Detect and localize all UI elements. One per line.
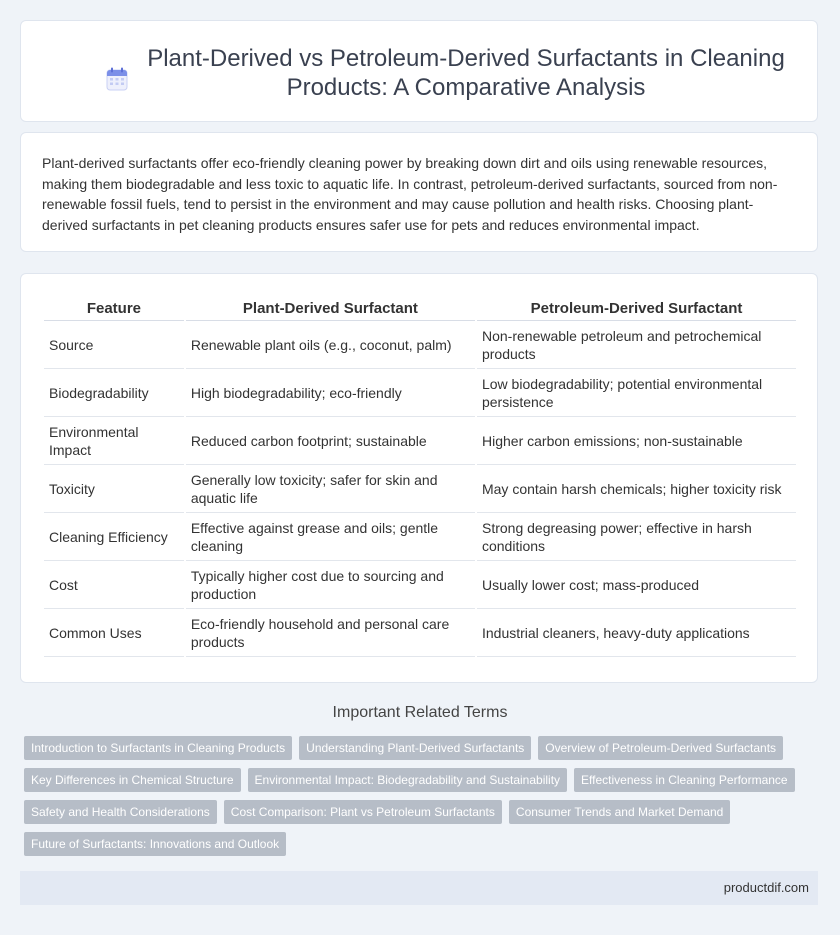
related-term-link[interactable]: Overview of Petroleum-Derived Surfactants [538,736,783,760]
related-term-link[interactable]: Understanding Plant-Derived Surfactants [299,736,531,760]
related-term-link[interactable]: Environmental Impact: Biodegradability and Sustainability [248,768,568,792]
row-feature: Biodegradability [44,369,184,417]
page-title: Plant-Derived vs Petroleum-Derived Surfactants in Cleaning Products: A Comparative Analysis [147,45,785,101]
table-row [44,321,796,369]
row-plant-value: Reduced carbon footprint; sustainable [186,417,475,465]
row-plant-value: Effective against grease and oils; gentle cleaning [186,513,475,561]
footer-site-name[interactable]: productdif.com [723,880,809,895]
related-term-link[interactable]: Effectiveness in Cleaning Performance [574,768,795,792]
related-term-link[interactable]: Consumer Trends and Market Demand [509,800,730,824]
row-plant-value: Typically higher cost due to sourcing and production [186,561,475,609]
related-term-link[interactable]: Future of Surfactants: Innovations and Outlook [24,832,286,856]
row-feature: Cleaning Efficiency [44,513,184,561]
row-petroleum-value: Strong degreasing power; effective in harsh conditions [477,513,796,561]
related-terms-title: Important Related Terms [332,704,508,721]
table-row [44,417,796,465]
row-feature: Environmental Impact [44,417,184,465]
row-plant-value: Generally low toxicity; safer for skin and aquatic life [186,465,475,513]
intro-paragraph: Plant-derived surfactants offer eco-friendly cleaning power by breaking down dirt and oils using renewable resources, making them biodegradable and less toxic to aquatic life. In contrast, petroleum-derived surfactants, sourced from non-renewable fossil fuels, tend to persist in the environment and may cause pollution and health risks. Choosing plant-derived surfactants in pet cleaning products ensures safer use for pets and reduces environmental impact. [42,155,778,233]
comparison-table-card [20,273,818,683]
related-term-link[interactable]: Key Differences in Chemical Structure [24,768,241,792]
title-card [20,20,818,122]
row-feature: Cost [44,561,184,609]
row-plant-value: Renewable plant oils (e.g., coconut, palm) [186,321,475,369]
row-feature: Source [44,321,184,369]
row-petroleum-value: Non-renewable petroleum and petrochemical products [477,321,796,369]
table-row [44,369,796,417]
table-header-row [44,296,796,321]
table-row [44,513,796,561]
row-plant-value: High biodegradability; eco-friendly [186,369,475,417]
footer [20,871,818,905]
intro-card [20,132,818,252]
table-row [44,609,796,657]
table-row [44,561,796,609]
related-term-link[interactable]: Safety and Health Considerations [24,800,217,824]
related-term-link[interactable]: Cost Comparison: Plant vs Petroleum Surfactants [224,800,502,824]
row-petroleum-value: May contain harsh chemicals; higher toxicity risk [477,465,796,513]
calendar-icon [106,67,128,91]
related-terms-list [24,736,814,856]
row-feature: Common Uses [44,609,184,657]
table-row [44,465,796,513]
row-petroleum-value: Industrial cleaners, heavy-duty applications [477,609,796,657]
related-term-link[interactable]: Introduction to Surfactants in Cleaning Products [24,736,292,760]
header-petroleum-derived: Petroleum-Derived Surfactant [477,296,796,321]
row-petroleum-value: Usually lower cost; mass-produced [477,561,796,609]
header-feature: Feature [44,296,184,321]
header-plant-derived: Plant-Derived Surfactant [186,296,475,321]
comparison-table [42,296,798,657]
row-plant-value: Eco-friendly household and personal care products [186,609,475,657]
row-feature: Toxicity [44,465,184,513]
row-petroleum-value: Higher carbon emissions; non-sustainable [477,417,796,465]
row-petroleum-value: Low biodegradability; potential environmental persistence [477,369,796,417]
